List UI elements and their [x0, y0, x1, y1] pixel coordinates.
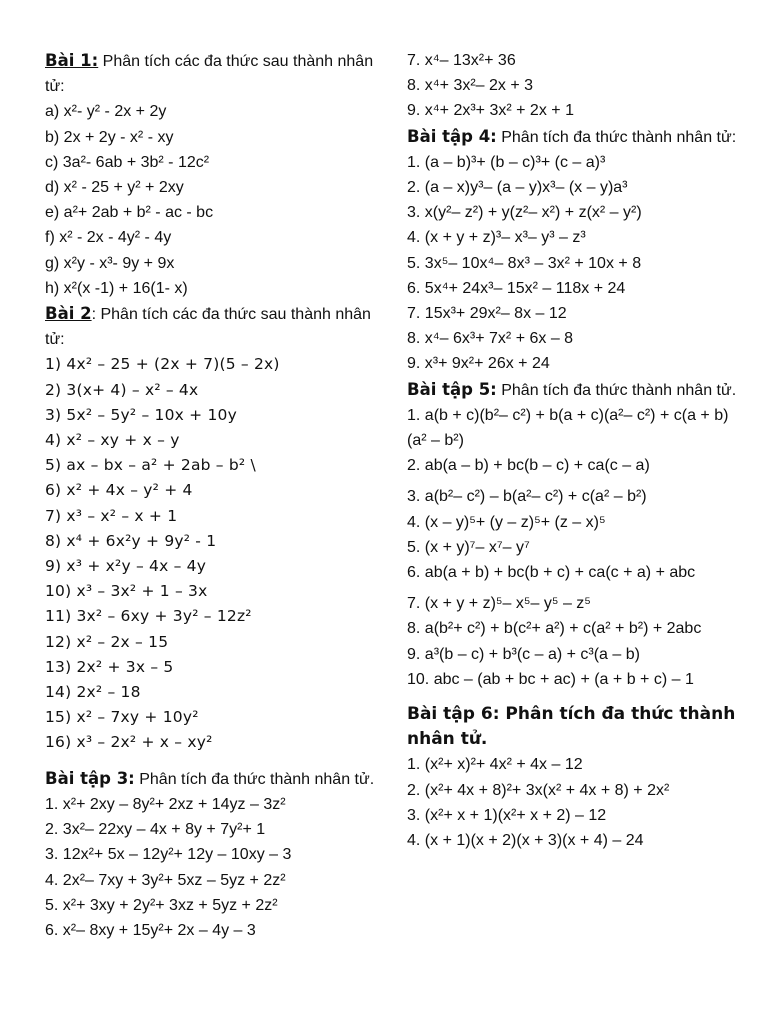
bai2-item: 16) x³ – 2x² + x – xy²	[45, 733, 213, 752]
bai2-item: 1) 4x² – 25 + (2x + 7)(5 – 2x)	[45, 355, 280, 374]
bai2-item: 14) 2x² – 18	[45, 683, 141, 702]
bt5-list	[407, 403, 737, 692]
bt3-item: 6. x²– 8xy + 15y²+ 2x – 4y – 3	[45, 921, 256, 939]
bai2-item: 5) ax – bx – a² + 2ab – b² \	[45, 456, 256, 475]
bai1-item: c) 3a²- 6ab + 3b² - 12c²	[45, 153, 210, 171]
bt4-list	[407, 150, 737, 377]
bai1-item: h) x²(x -1) + 16(1- x)	[45, 279, 188, 297]
bt6-item: 3. (x²+ x + 1)(x²+ x + 2) – 12	[407, 806, 607, 824]
bt3-item: 9. x⁴+ 2x³+ 3x² + 2x + 1	[407, 102, 574, 120]
bt3-continued-list	[407, 48, 737, 124]
bt5-item: 3. a(b²– c²) – b(a²– c²) + c(a² – b²)	[407, 488, 647, 506]
bt4-desc: Phân tích đa thức thành nhân tử:	[496, 128, 737, 146]
bt5-item: 2. ab(a – b) + bc(b – c) + ca(c – a)	[407, 457, 650, 475]
bt3-item: 1. x²+ 2xy – 8y²+ 2xz + 14yz – 3z²	[45, 795, 286, 813]
bai1-title: Bài 1:	[45, 51, 99, 70]
bai1-item: g) x²y - x³- 9y + 9x	[45, 254, 175, 272]
bt4-title: Bài tập 4:	[407, 126, 497, 146]
bt3-heading	[45, 766, 375, 792]
bai1-item: f) x² - 2x - 4y² - 4y	[45, 229, 172, 247]
bai2-item: 15) x² – 7xy + 10y²	[45, 708, 199, 727]
bt3-item: 8. x⁴+ 3x²– 2x + 3	[407, 77, 534, 95]
bt5-item: 10. abc – (ab + bc + ac) + (a + b + c) – 1	[407, 670, 694, 688]
bt4-item: 3. x(y²– z²) + y(z²– x²) + z(x² – y²)	[407, 204, 642, 222]
bt5-item: 4. (x – y)⁵+ (y – z)⁵+ (z – x)⁵	[407, 513, 606, 531]
bt6-item: 1. (x²+ x)²+ 4x² + 4x – 12	[407, 756, 583, 774]
bt4-item: 4. (x + y + z)³– x³– y³ – z³	[407, 229, 586, 247]
bai2-item: 6) x² + 4x – y² + 4	[45, 481, 193, 500]
bai2-item: 9) x³ + x²y – 4x – 4y	[45, 557, 207, 576]
spacer	[45, 756, 375, 766]
bai1-item: a) x²- y² - 2x + 2y	[45, 103, 167, 121]
bt5-item: 8. a(b²+ c²) + b(c²+ a²) + c(a² + b²) + 2abc	[407, 620, 702, 638]
bai1-heading	[45, 48, 375, 99]
bai2-title: Bài 2	[45, 304, 92, 324]
bt5-item: 1. a(b + c)(b²– c²) + b(a + c)(a²– c²) + c(a + b)(a² – b²)	[407, 406, 729, 450]
bai2-item: 11) 3x² – 6xy + 3y² – 12z²	[45, 607, 252, 626]
bt3-desc: Phân tích đa thức thành nhân tử.	[134, 770, 375, 788]
bai2-desc: : Phân tích các đa thức sau thành nhân tử:	[45, 306, 371, 349]
bai1-item: d) x² - 25 + y² + 2xy	[45, 179, 184, 197]
bt5-title: Bài tập 5:	[407, 379, 497, 399]
bt3-item: 7. x⁴– 13x²+ 36	[407, 52, 516, 69]
right-column	[407, 48, 737, 853]
bai1-desc: Phân tích các đa thức sau thành nhân tử:	[45, 53, 374, 96]
bai2-heading	[45, 301, 375, 352]
bt4-item: 5. 3x⁵– 10x⁴– 8x³ – 3x² + 10x + 8	[407, 254, 642, 272]
bt5-heading	[407, 377, 737, 403]
bt4-item: 6. 5x⁴+ 24x³– 15x² – 118x + 24	[407, 279, 626, 297]
bai2-item: 13) 2x² + 3x – 5	[45, 657, 174, 676]
bt4-item: 1. (a – b)³+ (b – c)³+ (c – a)³	[407, 153, 606, 171]
bt3-title: Bài tập 3:	[45, 768, 135, 788]
bai2-item: 3) 5x² – 5y² – 10x + 10y	[45, 405, 237, 424]
bt5-item: 6. ab(a + b) + bc(b + c) + ca(c + a) + abc	[407, 564, 696, 582]
bt3-item: 2. 3x²– 22xy – 4x + 8y + 7y²+ 1	[45, 821, 266, 839]
bai1-item: b) 2x + 2y - x² - xy	[45, 128, 174, 146]
bt5-item: 5. (x + y)⁷– x⁷– y⁷	[407, 538, 530, 556]
bai1-list	[45, 99, 375, 301]
left-column	[45, 48, 375, 943]
bai2-item: 8) x⁴ + 6x²y + 9y² - 1	[45, 531, 217, 550]
bt6-list	[407, 752, 737, 853]
bt5-desc: Phân tích đa thức thành nhân tử.	[496, 381, 737, 399]
bt3-item: 5. x²+ 3xy + 2y²+ 3xz + 5yz + 2z²	[45, 896, 278, 914]
spacer	[407, 692, 737, 702]
bai2-list	[45, 352, 375, 755]
bt6-item: 4. (x + 1)(x + 2)(x + 3)(x + 4) – 24	[407, 832, 644, 850]
bt6-heading	[407, 702, 737, 752]
bt5-item: 9. a³(b – c) + b³(c – a) + c³(a – b)	[407, 645, 640, 663]
bt6-title: Bài tập 6: Phân tích đa thức thành nhân tử.	[407, 704, 736, 750]
bt5-item: 7. (x + y + z)⁵– x⁵– y⁵ – z⁵	[407, 595, 591, 613]
bt6-item: 2. (x²+ 4x + 8)²+ 3x(x² + 4x + 8) + 2x²	[407, 781, 670, 799]
bai2-item: 2) 3(x+ 4) – x² – 4x	[45, 380, 199, 399]
bt4-item: 8. x⁴– 6x³+ 7x² + 6x – 8	[407, 330, 574, 348]
bai2-item: 12) x² – 2x – 15	[45, 632, 169, 651]
bai2-item: 7) x³ – x² – x + 1	[45, 506, 178, 525]
bai2-item: 10) x³ – 3x² + 1 – 3x	[45, 582, 208, 601]
bai1-item: e) a²+ 2ab + b² - ac - bc	[45, 204, 214, 222]
bt4-item: 9. x³+ 9x²+ 26x + 24	[407, 355, 550, 373]
bt4-item: 7. 15x³+ 29x²– 8x – 12	[407, 305, 567, 323]
bt3-list	[45, 792, 375, 943]
bt3-item: 4. 2x²– 7xy + 3y²+ 5xz – 5yz + 2z²	[45, 871, 286, 889]
bt3-item: 3. 12x²+ 5x – 12y²+ 12y – 10xy – 3	[45, 846, 292, 864]
bai2-item: 4) x² – xy + x – y	[45, 431, 180, 450]
bt4-heading	[407, 124, 737, 150]
bt4-item: 2. (a – x)y³– (a – y)x³– (x – y)a³	[407, 179, 628, 197]
